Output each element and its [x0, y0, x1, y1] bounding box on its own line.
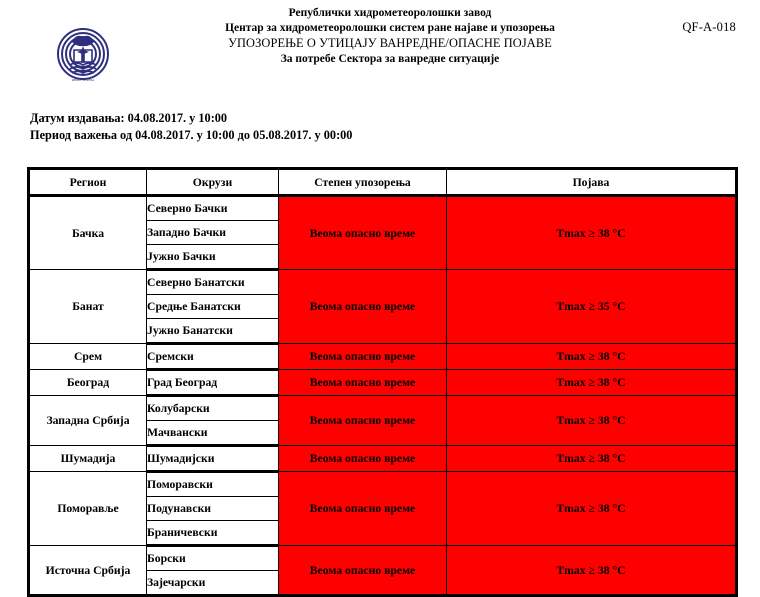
rhmz-emblem-logo: [52, 24, 114, 86]
validity-period: Период важења од 04.08.2017. у 10:00 до 05.08.2017. у 00:00: [30, 128, 353, 142]
cell-region: Шумадија: [29, 446, 147, 472]
cell-district: Мачвански: [147, 421, 279, 446]
issue-date: Датум издавања: 04.08.2017. у 10:00: [30, 111, 228, 125]
cell-district: Северно Банатски: [147, 270, 279, 295]
cell-region: Бачка: [29, 196, 147, 270]
cell-district: Град Београд: [147, 370, 279, 396]
warning-table-container: [27, 167, 735, 597]
table-row: [29, 446, 737, 472]
table-row: [29, 370, 737, 396]
warning-table-body: [29, 196, 737, 596]
cell-district: Зајечарски: [147, 571, 279, 596]
cell-warning-level: Веома опасно време: [279, 446, 447, 472]
document-header: [0, 0, 760, 100]
cell-phenomenon: Tmax ≥ 38 °C: [447, 546, 737, 596]
cell-warning-level: Веома опасно време: [279, 472, 447, 546]
cell-district: Западно Бачки: [147, 221, 279, 245]
table-header-row: [29, 169, 737, 196]
cell-district: Јужно Бачки: [147, 245, 279, 270]
cell-region: Поморавље: [29, 472, 147, 546]
cell-district: Шумадијски: [147, 446, 279, 472]
cell-district: Поморавски: [147, 472, 279, 497]
cell-phenomenon: Tmax ≥ 38 °C: [447, 446, 737, 472]
cell-region: Београд: [29, 370, 147, 396]
center-name: Центар за хидрометеоролошки систем ране најаве и упозорења: [225, 22, 555, 35]
document-purpose: За потребе Сектора за ванредне ситуације: [280, 52, 500, 65]
warning-table: [27, 167, 738, 597]
table-row: [29, 270, 737, 295]
cell-district: Сремски: [147, 344, 279, 370]
cell-warning-level: Веома опасно време: [279, 196, 447, 270]
cell-district: Јужно Банатски: [147, 319, 279, 344]
cell-phenomenon: Tmax ≥ 38 °C: [447, 196, 737, 270]
cell-district: Средње Банатски: [147, 295, 279, 319]
cell-warning-level: Веома опасно време: [279, 370, 447, 396]
cell-phenomenon: Tmax ≥ 38 °C: [447, 370, 737, 396]
table-row: [29, 546, 737, 571]
table-row: [29, 196, 737, 221]
cell-district: Подунавски: [147, 497, 279, 521]
header-title-block: [180, 6, 600, 67]
cell-warning-level: Веома опасно време: [279, 396, 447, 446]
table-row: [29, 344, 737, 370]
cell-region: Банат: [29, 270, 147, 344]
cell-district: Северно Бачки: [147, 196, 279, 221]
institution-name: Републички хидрометеоролошки завод: [288, 7, 492, 19]
document-title: УПОЗОРЕЊЕ О УТИЦАЈУ ВАНРЕДНЕ/ОПАСНЕ ПОЈАВЕ: [228, 36, 552, 51]
cell-district: Борски: [147, 546, 279, 571]
cell-region: Западна Србија: [29, 396, 147, 446]
svg-text:RHMZ SERBIA: RHMZ SERBIA: [71, 78, 95, 82]
column-header-region: Регион: [29, 169, 147, 196]
form-code: QF-A-018: [682, 20, 736, 34]
cell-phenomenon: Tmax ≥ 38 °C: [447, 396, 737, 446]
column-header-level: Степен упозорења: [279, 169, 447, 196]
cell-phenomenon: Tmax ≥ 38 °C: [447, 344, 737, 370]
cell-warning-level: Веома опасно време: [279, 344, 447, 370]
column-header-phenomenon: Појава: [447, 169, 737, 196]
cell-phenomenon: Tmax ≥ 38 °C: [447, 472, 737, 546]
cell-region: Источна Србија: [29, 546, 147, 596]
cell-phenomenon: Tmax ≥ 35 °C: [447, 270, 737, 344]
table-row: [29, 472, 737, 497]
table-row: [29, 396, 737, 421]
cell-warning-level: Веома опасно време: [279, 546, 447, 596]
validity-block: [30, 110, 352, 144]
cell-region: Срем: [29, 344, 147, 370]
cell-district: Колубарски: [147, 396, 279, 421]
column-header-district: Окрузи: [147, 169, 279, 196]
cell-district: Браничевски: [147, 521, 279, 546]
cell-warning-level: Веома опасно време: [279, 270, 447, 344]
